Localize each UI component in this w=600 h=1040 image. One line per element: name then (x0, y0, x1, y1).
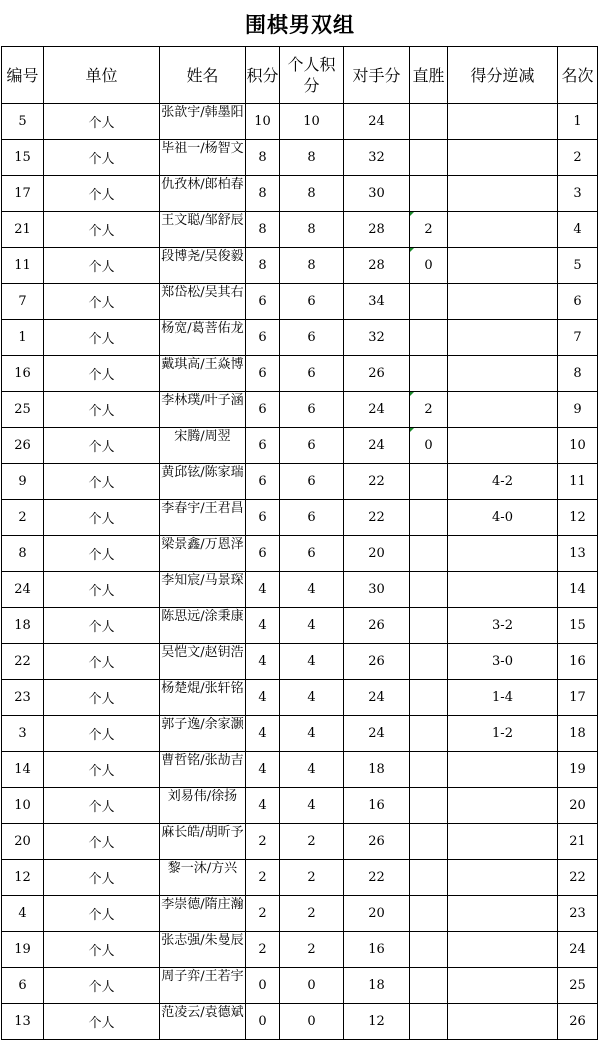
cell-unit: 个人 (44, 500, 160, 536)
cell-head-to-head (410, 788, 448, 824)
header-score-diff: 得分逆减 (448, 47, 558, 104)
cell-no: 9 (2, 464, 44, 500)
cell-rank: 26 (558, 1004, 598, 1040)
cell-opponent-score: 24 (344, 428, 410, 464)
cell-personal-points: 6 (280, 428, 344, 464)
cell-head-to-head (410, 860, 448, 896)
cell-unit: 个人 (44, 320, 160, 356)
cell-personal-points: 6 (280, 284, 344, 320)
table-row (2, 932, 598, 968)
cell-no: 21 (2, 212, 44, 248)
table-row (2, 968, 598, 1004)
cell-unit: 个人 (44, 860, 160, 896)
cell-rank: 13 (558, 536, 598, 572)
cell-opponent-score: 26 (344, 608, 410, 644)
cell-opponent-score: 22 (344, 860, 410, 896)
cell-personal-points: 8 (280, 248, 344, 284)
cell-points: 4 (246, 572, 280, 608)
cell-opponent-score: 34 (344, 284, 410, 320)
cell-personal-points: 0 (280, 968, 344, 1004)
cell-personal-points: 2 (280, 932, 344, 968)
cell-points: 6 (246, 428, 280, 464)
table-row (2, 644, 598, 680)
cell-rank: 22 (558, 860, 598, 896)
header-head-to-head: 直胜 (410, 47, 448, 104)
cell-points: 6 (246, 356, 280, 392)
cell-head-to-head (410, 176, 448, 212)
cell-unit: 个人 (44, 392, 160, 428)
cell-head-to-head (410, 104, 448, 140)
cell-opponent-score: 26 (344, 824, 410, 860)
cell-head-to-head (410, 284, 448, 320)
cell-head-to-head (410, 716, 448, 752)
cell-player-names: 吴恺文/赵钥浩 (160, 644, 246, 680)
cell-head-to-head (410, 536, 448, 572)
cell-no: 4 (2, 896, 44, 932)
cell-score-diff (448, 356, 558, 392)
cell-opponent-score: 16 (344, 932, 410, 968)
cell-no: 14 (2, 752, 44, 788)
cell-points: 2 (246, 860, 280, 896)
cell-unit: 个人 (44, 176, 160, 212)
cell-unit: 个人 (44, 428, 160, 464)
cell-rank: 9 (558, 392, 598, 428)
cell-opponent-score: 16 (344, 788, 410, 824)
cell-personal-points: 8 (280, 176, 344, 212)
cell-score-diff (448, 932, 558, 968)
cell-personal-points: 6 (280, 356, 344, 392)
table-row (2, 536, 598, 572)
table-row (2, 104, 598, 140)
cell-opponent-score: 22 (344, 500, 410, 536)
cell-points: 6 (246, 284, 280, 320)
cell-personal-points: 2 (280, 860, 344, 896)
cell-no: 5 (2, 104, 44, 140)
table-row (2, 752, 598, 788)
cell-player-names: 周子弈/王若宇 (160, 968, 246, 1004)
cell-no: 7 (2, 284, 44, 320)
cell-player-names: 陈思远/涂秉康 (160, 608, 246, 644)
cell-points: 4 (246, 752, 280, 788)
cell-player-names: 戴琪高/王焱博 (160, 356, 246, 392)
cell-player-names: 范凌云/袁德斌 (160, 1004, 246, 1040)
cell-head-to-head (410, 572, 448, 608)
cell-score-diff (448, 860, 558, 896)
cell-personal-points: 8 (280, 140, 344, 176)
cell-player-names: 张歆宇/韩墨阳 (160, 104, 246, 140)
cell-opponent-score: 20 (344, 896, 410, 932)
cell-player-names: 仇孜林/郎柏春 (160, 176, 246, 212)
cell-no: 10 (2, 788, 44, 824)
cell-points: 0 (246, 968, 280, 1004)
cell-opponent-score: 22 (344, 464, 410, 500)
table-row (2, 680, 598, 716)
cell-player-names: 张志强/朱曼辰 (160, 932, 246, 968)
cell-score-diff: 3-0 (448, 644, 558, 680)
cell-opponent-score: 20 (344, 536, 410, 572)
cell-points: 4 (246, 680, 280, 716)
cell-player-names: 曹哲铭/张劼吉 (160, 752, 246, 788)
cell-unit: 个人 (44, 104, 160, 140)
cell-no: 16 (2, 356, 44, 392)
cell-personal-points: 4 (280, 788, 344, 824)
table-row (2, 320, 598, 356)
cell-player-names: 李林璞/叶子涵 (160, 392, 246, 428)
table-row (2, 896, 598, 932)
cell-unit: 个人 (44, 788, 160, 824)
cell-personal-points: 2 (280, 824, 344, 860)
cell-rank: 3 (558, 176, 598, 212)
cell-rank: 19 (558, 752, 598, 788)
cell-score-diff: 1-4 (448, 680, 558, 716)
cell-opponent-score: 18 (344, 752, 410, 788)
cell-unit: 个人 (44, 932, 160, 968)
cell-points: 10 (246, 104, 280, 140)
cell-unit: 个人 (44, 356, 160, 392)
cell-rank: 8 (558, 356, 598, 392)
cell-points: 8 (246, 248, 280, 284)
cell-points: 6 (246, 500, 280, 536)
cell-player-names: 刘易伟/徐扬 (160, 788, 246, 824)
cell-player-names: 郭子逸/余家灏 (160, 716, 246, 752)
cell-rank: 25 (558, 968, 598, 1004)
cell-head-to-head (410, 140, 448, 176)
cell-opponent-score: 28 (344, 248, 410, 284)
cell-rank: 7 (558, 320, 598, 356)
cell-head-to-head (410, 1004, 448, 1040)
table-row (2, 392, 598, 428)
cell-unit: 个人 (44, 212, 160, 248)
cell-opponent-score: 32 (344, 140, 410, 176)
table-row (2, 1004, 598, 1040)
header-row (2, 47, 598, 104)
table-row (2, 248, 598, 284)
cell-no: 20 (2, 824, 44, 860)
cell-unit: 个人 (44, 140, 160, 176)
cell-opponent-score: 28 (344, 212, 410, 248)
cell-unit: 个人 (44, 680, 160, 716)
cell-head-to-head (410, 824, 448, 860)
cell-personal-points: 4 (280, 572, 344, 608)
cell-score-diff (448, 536, 558, 572)
cell-score-diff (448, 968, 558, 1004)
cell-opponent-score: 24 (344, 104, 410, 140)
cell-score-diff (448, 788, 558, 824)
cell-score-diff: 1-2 (448, 716, 558, 752)
cell-score-diff (448, 140, 558, 176)
cell-unit: 个人 (44, 752, 160, 788)
cell-rank: 14 (558, 572, 598, 608)
cell-score-diff: 4-0 (448, 500, 558, 536)
cell-score-diff (448, 104, 558, 140)
cell-personal-points: 10 (280, 104, 344, 140)
cell-player-names: 黄邱铉/陈家瑞 (160, 464, 246, 500)
cell-unit: 个人 (44, 248, 160, 284)
header-no: 编号 (2, 47, 44, 104)
cell-personal-points: 4 (280, 644, 344, 680)
header-unit: 单位 (44, 47, 160, 104)
cell-score-diff: 3-2 (448, 608, 558, 644)
cell-score-diff (448, 824, 558, 860)
cell-player-names: 麻长皓/胡昕予 (160, 824, 246, 860)
table-row (2, 824, 598, 860)
cell-head-to-head (410, 320, 448, 356)
cell-no: 11 (2, 248, 44, 284)
cell-player-names: 王文聪/邹舒辰 (160, 212, 246, 248)
cell-no: 12 (2, 860, 44, 896)
cell-points: 8 (246, 212, 280, 248)
table-row (2, 788, 598, 824)
cell-score-diff (448, 392, 558, 428)
cell-opponent-score: 30 (344, 176, 410, 212)
cell-personal-points: 6 (280, 392, 344, 428)
cell-head-to-head: 0 (410, 248, 448, 284)
cell-rank: 21 (558, 824, 598, 860)
cell-rank: 24 (558, 932, 598, 968)
cell-score-diff (448, 176, 558, 212)
table-body (2, 104, 598, 1040)
cell-player-names: 梁景鑫/万恩泽 (160, 536, 246, 572)
header-personal-points: 个人积分 (280, 47, 344, 104)
cell-score-diff (448, 572, 558, 608)
cell-rank: 6 (558, 284, 598, 320)
cell-head-to-head (410, 680, 448, 716)
cell-score-diff: 4-2 (448, 464, 558, 500)
cell-unit: 个人 (44, 536, 160, 572)
cell-personal-points: 8 (280, 212, 344, 248)
cell-no: 2 (2, 500, 44, 536)
table-row (2, 608, 598, 644)
header-points: 积分 (246, 47, 280, 104)
cell-unit: 个人 (44, 284, 160, 320)
table-row (2, 500, 598, 536)
cell-unit: 个人 (44, 1004, 160, 1040)
cell-opponent-score: 32 (344, 320, 410, 356)
cell-score-diff (448, 428, 558, 464)
cell-points: 8 (246, 176, 280, 212)
cell-opponent-score: 24 (344, 680, 410, 716)
cell-player-names: 杨楚焜/张轩铭 (160, 680, 246, 716)
cell-rank: 2 (558, 140, 598, 176)
cell-unit: 个人 (44, 896, 160, 932)
cell-opponent-score: 26 (344, 644, 410, 680)
table-row (2, 572, 598, 608)
cell-player-names: 黎一沐/方兴 (160, 860, 246, 896)
cell-points: 2 (246, 824, 280, 860)
cell-points: 8 (246, 140, 280, 176)
cell-rank: 20 (558, 788, 598, 824)
results-table (1, 46, 598, 1040)
cell-personal-points: 6 (280, 464, 344, 500)
cell-score-diff (448, 320, 558, 356)
cell-unit: 个人 (44, 572, 160, 608)
cell-no: 26 (2, 428, 44, 464)
cell-personal-points: 4 (280, 752, 344, 788)
cell-points: 6 (246, 536, 280, 572)
cell-player-names: 宋腾/周翌 (160, 428, 246, 464)
cell-points: 6 (246, 320, 280, 356)
page-title: 围棋男双组 (245, 12, 355, 37)
cell-points: 6 (246, 392, 280, 428)
cell-no: 15 (2, 140, 44, 176)
cell-rank: 23 (558, 896, 598, 932)
cell-head-to-head (410, 608, 448, 644)
cell-opponent-score: 18 (344, 968, 410, 1004)
cell-head-to-head (410, 752, 448, 788)
table-row (2, 356, 598, 392)
cell-rank: 15 (558, 608, 598, 644)
cell-head-to-head (410, 464, 448, 500)
cell-no: 19 (2, 932, 44, 968)
header-opponent-score: 对手分 (344, 47, 410, 104)
cell-opponent-score: 30 (344, 572, 410, 608)
cell-score-diff (448, 284, 558, 320)
cell-player-names: 段博尧/吴俊毅 (160, 248, 246, 284)
cell-points: 2 (246, 932, 280, 968)
header-rank: 名次 (558, 47, 598, 104)
cell-rank: 1 (558, 104, 598, 140)
cell-player-names: 李崇德/隋庄瀚 (160, 896, 246, 932)
cell-head-to-head: 2 (410, 392, 448, 428)
cell-no: 3 (2, 716, 44, 752)
cell-points: 4 (246, 608, 280, 644)
cell-rank: 11 (558, 464, 598, 500)
cell-head-to-head (410, 644, 448, 680)
table-row (2, 464, 598, 500)
table-row (2, 176, 598, 212)
cell-head-to-head (410, 968, 448, 1004)
cell-no: 8 (2, 536, 44, 572)
table-row (2, 212, 598, 248)
cell-unit: 个人 (44, 716, 160, 752)
cell-opponent-score: 24 (344, 392, 410, 428)
table-row (2, 284, 598, 320)
cell-opponent-score: 24 (344, 716, 410, 752)
cell-head-to-head (410, 932, 448, 968)
table-header (2, 47, 598, 104)
cell-rank: 5 (558, 248, 598, 284)
cell-no: 18 (2, 608, 44, 644)
cell-opponent-score: 12 (344, 1004, 410, 1040)
cell-rank: 4 (558, 212, 598, 248)
cell-head-to-head: 0 (410, 428, 448, 464)
cell-rank: 10 (558, 428, 598, 464)
cell-no: 1 (2, 320, 44, 356)
cell-player-names: 李知宸/马景琛 (160, 572, 246, 608)
cell-no: 6 (2, 968, 44, 1004)
cell-rank: 17 (558, 680, 598, 716)
cell-player-names: 郑岱松/吴其右 (160, 284, 246, 320)
header-name: 姓名 (160, 47, 246, 104)
cell-no: 13 (2, 1004, 44, 1040)
cell-no: 23 (2, 680, 44, 716)
cell-opponent-score: 26 (344, 356, 410, 392)
cell-personal-points: 0 (280, 1004, 344, 1040)
cell-no: 17 (2, 176, 44, 212)
cell-rank: 16 (558, 644, 598, 680)
cell-points: 4 (246, 644, 280, 680)
cell-head-to-head (410, 896, 448, 932)
cell-unit: 个人 (44, 968, 160, 1004)
cell-personal-points: 6 (280, 536, 344, 572)
cell-head-to-head (410, 500, 448, 536)
cell-player-names: 杨宽/葛菩佑龙 (160, 320, 246, 356)
cell-score-diff (448, 212, 558, 248)
cell-no: 22 (2, 644, 44, 680)
cell-rank: 12 (558, 500, 598, 536)
cell-personal-points: 4 (280, 716, 344, 752)
cell-player-names: 毕祖一/杨智文 (160, 140, 246, 176)
cell-player-names: 李春宇/王君昌 (160, 500, 246, 536)
table-row (2, 716, 598, 752)
cell-points: 2 (246, 896, 280, 932)
cell-points: 4 (246, 788, 280, 824)
cell-score-diff (448, 752, 558, 788)
cell-points: 6 (246, 464, 280, 500)
cell-personal-points: 2 (280, 896, 344, 932)
cell-personal-points: 4 (280, 608, 344, 644)
cell-unit: 个人 (44, 644, 160, 680)
cell-head-to-head (410, 356, 448, 392)
table-row (2, 140, 598, 176)
cell-score-diff (448, 1004, 558, 1040)
cell-head-to-head: 2 (410, 212, 448, 248)
cell-no: 25 (2, 392, 44, 428)
cell-personal-points: 6 (280, 500, 344, 536)
cell-score-diff (448, 248, 558, 284)
cell-points: 0 (246, 1004, 280, 1040)
cell-no: 24 (2, 572, 44, 608)
cell-points: 4 (246, 716, 280, 752)
cell-score-diff (448, 896, 558, 932)
cell-personal-points: 6 (280, 320, 344, 356)
cell-personal-points: 4 (280, 680, 344, 716)
cell-unit: 个人 (44, 608, 160, 644)
table-row (2, 860, 598, 896)
table-row (2, 428, 598, 464)
cell-unit: 个人 (44, 464, 160, 500)
cell-rank: 18 (558, 716, 598, 752)
cell-unit: 个人 (44, 824, 160, 860)
